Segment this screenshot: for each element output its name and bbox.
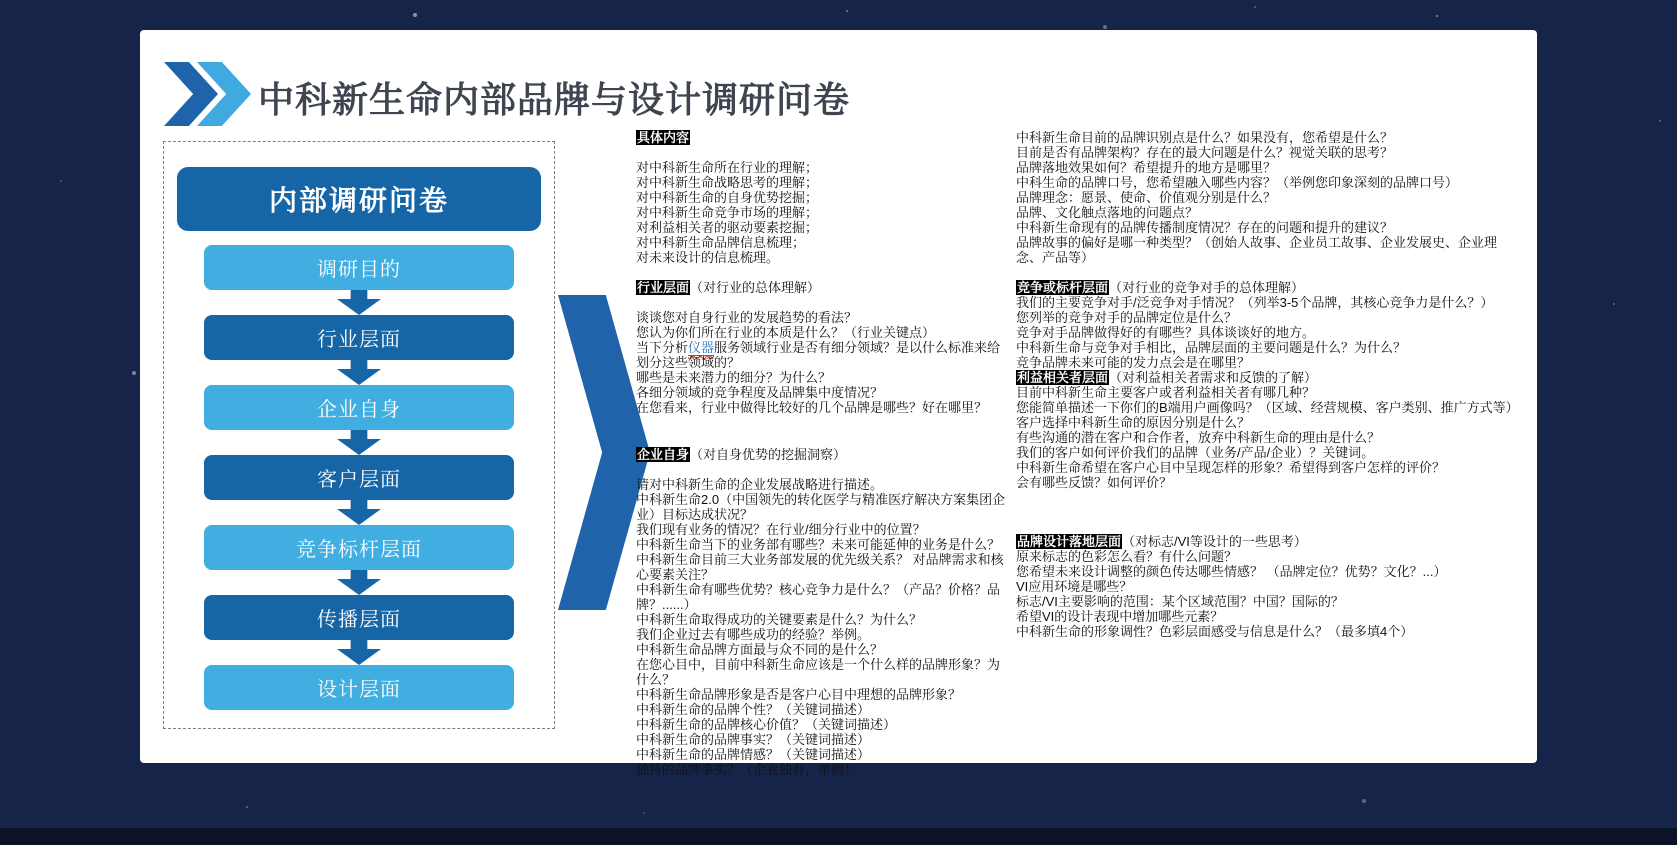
question-line: 希望VI的设计表现中增加哪些元素？ bbox=[1016, 609, 1224, 624]
question-line: 中科新生命的品牌事实？（关键词描述） bbox=[636, 732, 871, 747]
question-line: 我们现有业务的情况？在行业/细分行业中的位置？ bbox=[636, 522, 926, 537]
question-line: 会有哪些反馈？如何评价？ bbox=[1016, 475, 1173, 490]
question-line: 有些沟通的潜在客户和合作者，放弃中科新生命的理由是什么？ bbox=[1016, 430, 1381, 445]
flow-steps bbox=[204, 245, 514, 710]
question-line: 中科新生命目前三大业务部发展的优先级关系？ 对品牌需求和核心要素关注？ bbox=[636, 552, 1004, 582]
question-line: 中科新生命2.0（中国领先的转化医学与精准医疗解决方案集团企业）目标达成状况？ bbox=[636, 492, 1006, 522]
questions-column-right bbox=[1016, 130, 1521, 639]
question-line: 各细分领域的竞争程度及品牌集中度情况？ bbox=[636, 385, 884, 400]
section-subtitle: （对行业的竞争对手的总体理解） bbox=[1109, 280, 1305, 295]
flow-step: 客户层面 bbox=[204, 455, 514, 500]
question-line: 对中科新生命的自身优势挖掘； bbox=[636, 190, 819, 205]
question-line: 对中科新生命战略思考的理解； bbox=[636, 175, 819, 190]
instrument-hyperlink[interactable]: 仪器 bbox=[688, 340, 715, 355]
section-header: 竞争或标杆层面 bbox=[1017, 280, 1109, 295]
section-subtitle: （对行业的总体理解） bbox=[690, 280, 821, 295]
flowchart-header: 内部调研问卷 bbox=[177, 167, 541, 231]
flow-step: 调研目的 bbox=[204, 245, 514, 290]
section bbox=[1016, 130, 1521, 265]
section bbox=[1016, 280, 1521, 370]
question-line: 中科新生命品牌形象是否是客户心目中理想的品牌形象？ bbox=[636, 687, 962, 702]
question-line: 中科新生命取得成功的关键要素是什么？为什么？ bbox=[636, 612, 923, 627]
section-heading bbox=[1016, 534, 1521, 549]
question-line: 中科新生命当下的业务部有哪些？未来可能延伸的业务是什么？ bbox=[636, 537, 1001, 552]
down-arrow-icon bbox=[337, 640, 381, 665]
question-line: 竞争对手品牌做得好的有哪些？具体谈谈好的地方。 bbox=[1016, 325, 1316, 340]
question-line: 请对中科新生命的企业发展战略进行描述。 bbox=[636, 477, 884, 492]
question-line: 当下分析仪器服务领域行业是否有细分领域？是以什么标准来给划分这些领域的？ bbox=[636, 340, 1001, 370]
section-heading bbox=[1016, 370, 1521, 385]
flow-step: 企业自身 bbox=[204, 385, 514, 430]
question-line: 中科新生命的品牌情感？（关键词描述） bbox=[636, 747, 871, 762]
section-heading bbox=[1016, 280, 1521, 295]
question-line: 对中科新生命竞争市场的理解； bbox=[636, 205, 819, 220]
question-line: 品牌理念：愿景、使命、价值观分别是什么？ bbox=[1016, 190, 1277, 205]
question-line: 中科新生命目前的品牌识别点是什么？如果没有，您希望是什么？ bbox=[1016, 130, 1394, 145]
question-line: 您列举的竞争对手的品牌定位是什么？ bbox=[1016, 310, 1238, 325]
section-header: 利益相关者层面 bbox=[1017, 370, 1109, 385]
section-header: 企业自身 bbox=[637, 447, 690, 462]
question-line: 您能简单描述一下你们的B端用户画像吗？（区域、经营规模、客户类别、推广方式等） bbox=[1016, 400, 1519, 415]
question-line: 独特的品牌事实？（企业独有，举例） bbox=[636, 762, 858, 777]
section bbox=[636, 280, 1012, 415]
question-line: VI应用环境是哪些？ bbox=[1016, 579, 1133, 594]
question-line: 目前中科新生命主要客户或者利益相关者有哪几种？ bbox=[1016, 385, 1316, 400]
question-line: 我们的主要竞争对手/泛竞争对手情况？（列举3-5个品牌，其核心竞争力是什么？） bbox=[1016, 295, 1494, 310]
section-subtitle: （对标志/VI等设计的一些思考） bbox=[1122, 534, 1307, 549]
question-line: 原来标志的色彩怎么看？有什么问题？ bbox=[1016, 549, 1238, 564]
question-line: 您希望未来设计调整的颜色传达哪些情感？ （品牌定位？优势？文化？...） bbox=[1016, 564, 1447, 579]
section bbox=[1016, 534, 1521, 639]
down-arrow-icon bbox=[337, 430, 381, 455]
section bbox=[636, 447, 1012, 777]
section-subtitle: （对自身优势的挖掘洞察） bbox=[690, 447, 847, 462]
question-line: 客户选择中科新生命的原因分别是什么？ bbox=[1016, 415, 1251, 430]
question-line: 中科新生命有哪些优势？核心竞争力是什么？（产品？价格？品牌？......） bbox=[636, 582, 1001, 612]
question-line: 对未来设计的信息梳理。 bbox=[636, 250, 780, 265]
question-line: 中科新生命的品牌核心价值？（关键词描述） bbox=[636, 717, 897, 732]
section bbox=[636, 130, 1012, 265]
question-line: 我们的客户如何评价我们的品牌（业务/产品/企业）？关键词。 bbox=[1016, 445, 1375, 460]
question-line: 对中科新生命品牌信息梳理； bbox=[636, 235, 806, 250]
question-line: 您认为你们所在行业的本质是什么？（行业关键点） bbox=[636, 325, 936, 340]
question-line: 中科生命的品牌口号，您希望融入哪些内容？（举例您印象深刻的品牌口号） bbox=[1016, 175, 1459, 190]
slide bbox=[140, 30, 1537, 777]
bottom-strip bbox=[0, 828, 1677, 845]
question-line: 品牌、文化触点落地的问题点？ bbox=[1016, 205, 1199, 220]
flow-step: 传播层面 bbox=[204, 595, 514, 640]
section bbox=[1016, 370, 1521, 490]
section-header: 品牌设计落地层面 bbox=[1017, 534, 1122, 549]
section-subtitle: （对利益相关者需求和反馈的了解） bbox=[1109, 370, 1318, 385]
question-line: 目前是否有品牌架构？存在的最大问题是什么？视觉关联的思考？ bbox=[1016, 145, 1394, 160]
question-line: 在您心目中，目前中科新生命应该是一个什么样的品牌形象？为什么？ bbox=[636, 657, 1001, 687]
question-line: 我们企业过去有哪些成功的经验？举例。 bbox=[636, 627, 871, 642]
question-line: 中科新生命的品牌个性？（关键词描述） bbox=[636, 702, 871, 717]
section-heading bbox=[636, 447, 1012, 462]
question-line: 中科新生命的形象调性？色彩层面感受与信息是什么？（最多填4个） bbox=[1016, 624, 1414, 639]
survey-flowchart-panel bbox=[163, 141, 555, 729]
question-line: 中科新生命希望在客户心目中呈现怎样的形象？希望得到客户怎样的评价？ bbox=[1016, 460, 1446, 475]
question-line: 品牌落地效果如何？希望提升的地方是哪里？ bbox=[1016, 160, 1277, 175]
question-line: 谈谈您对自身行业的发展趋势的看法？ bbox=[636, 310, 858, 325]
question-line: 中科新生命与竞争对手相比，品牌层面的主要问题是什么？为什么？ bbox=[1016, 340, 1407, 355]
question-line: 中科新生命现有的品牌传播制度情况？存在的问题和提升的建议？ bbox=[1016, 220, 1394, 235]
stars-decoration bbox=[0, 0, 2, 2]
down-arrow-icon bbox=[337, 500, 381, 525]
section-heading bbox=[636, 130, 1012, 145]
question-line: 标志/VI主要影响的范围：某个区域范围？中国？国际的？ bbox=[1016, 594, 1344, 609]
question-line: 对利益相关者的驱动要素挖掘； bbox=[636, 220, 819, 235]
down-arrow-icon bbox=[337, 570, 381, 595]
section-header: 行业层面 bbox=[637, 280, 690, 295]
question-line: 哪些是未来潜力的细分？为什么？ bbox=[636, 370, 832, 385]
question-line: 中科新生命品牌方面最与众不同的是什么？ bbox=[636, 642, 884, 657]
down-arrow-icon bbox=[337, 360, 381, 385]
flow-step: 行业层面 bbox=[204, 315, 514, 360]
flow-step: 设计层面 bbox=[204, 665, 514, 710]
question-line: 对中科新生命所在行业的理解； bbox=[636, 160, 819, 175]
question-line: 品牌故事的偏好是哪一种类型？（创始人故事、企业员工故事、企业发展史、企业理念、产品等） bbox=[1016, 235, 1498, 265]
question-line: 在您看来，行业中做得比较好的几个品牌是哪些？好在哪里？ bbox=[636, 400, 988, 415]
section-header: 具体内容 bbox=[637, 130, 690, 145]
page-title: 中科新生命内部品牌与设计调研问卷 bbox=[258, 79, 851, 120]
flow-step: 竞争标杆层面 bbox=[204, 525, 514, 570]
section-heading bbox=[636, 280, 1012, 295]
questions-column-left bbox=[636, 130, 1012, 777]
question-line: 竞争品牌未来可能的发力点会是在哪里？ bbox=[1016, 355, 1251, 370]
down-arrow-icon bbox=[337, 290, 381, 315]
spellcheck-underline bbox=[688, 340, 714, 355]
